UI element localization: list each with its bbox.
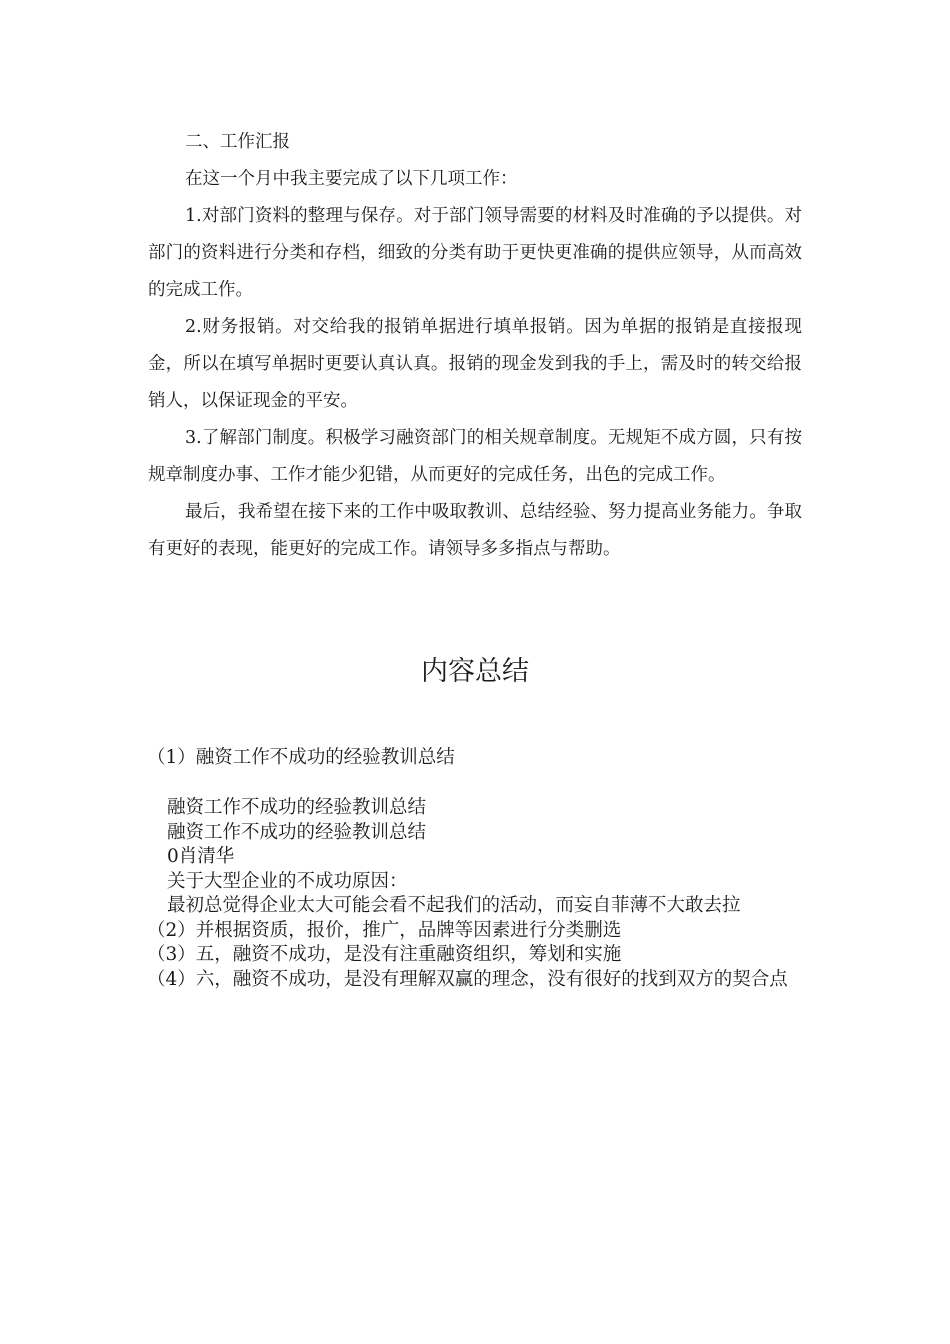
summary-line: 融资工作不成功的经验教训总结 bbox=[167, 821, 427, 843]
summary-item-3: （3）五，融资不成功，是没有注重融资组织，筹划和实施 bbox=[147, 944, 622, 965]
summary-line: 融资工作不成功的经验教训总结 bbox=[167, 797, 427, 818]
summary-line: 关于大型企业的不成功原因： bbox=[167, 870, 408, 892]
summary-title: 内容总结 bbox=[421, 656, 529, 687]
section-heading: 二、工作汇报 bbox=[185, 132, 290, 152]
intro-paragraph: 在这一个月中我主要完成了以下几项工作： bbox=[185, 169, 518, 189]
summary-line: 0肖清华 bbox=[167, 846, 235, 867]
work-item-3: 3.了解部门制度。积极学习融资部门的相关规章制度。无规矩不成方圆，只有按规章制度办事、工作才能少犯错，从而更好的完成任务，出色的完成工作。 bbox=[148, 428, 802, 485]
summary-body bbox=[147, 796, 807, 992]
summary-item-4: （4）六，融资不成功，是没有理解双赢的理念，没有很好的找到双方的契合点 bbox=[147, 968, 788, 990]
work-report-section bbox=[148, 124, 802, 568]
closing-paragraph: 最后，我希望在接下来的工作中吸取教训、总结经验、努力提高业务能力。争取有更好的表现，能更好的完成工作。请领导多多指点与帮助。 bbox=[148, 502, 802, 559]
summary-item-1: （1）融资工作不成功的经验教训总结 bbox=[147, 747, 455, 768]
work-item-2: 2.财务报销。对交给我的报销单据进行填单报销。因为单据的报销是直接报现金，所以在填写单据时更要认真认真。报销的现金发到我的手上，需及时的转交给报销人，以保证现金的平安。 bbox=[148, 317, 802, 411]
summary-item-2: （2）并根据资质，报价，推广，品牌等因素进行分类删选 bbox=[147, 919, 622, 941]
work-item-1: 1.对部门资料的整理与保存。对于部门领导需要的材料及时准确的予以提供。对部门的资料进行分类和存档，细致的分类有助于更快更准确的提供应领导，从而高效的完成工作。 bbox=[148, 206, 802, 300]
summary-line: 最初总觉得企业太大可能会看不起我们的活动，而妄自菲薄不大敢去拉 bbox=[167, 895, 741, 916]
